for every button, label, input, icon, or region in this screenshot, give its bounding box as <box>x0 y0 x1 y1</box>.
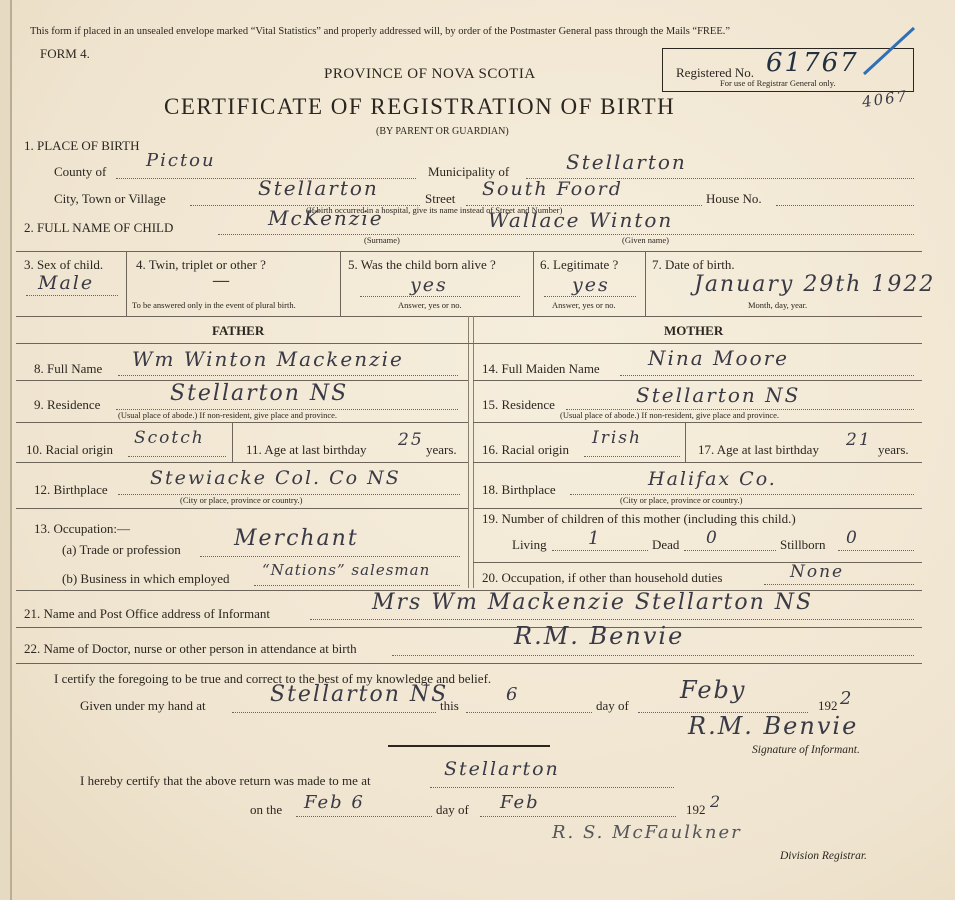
col-rule-1 <box>126 251 127 316</box>
mother-age-label: 17. Age at last birthday <box>698 442 819 457</box>
municipality-label: Municipality of <box>428 164 510 179</box>
registrar-year-suffix: 2 <box>710 792 723 811</box>
dead-label: Dead <box>652 537 680 552</box>
col-rule-2 <box>340 251 341 316</box>
city-value: Stellarton <box>258 176 379 200</box>
stillborn-value: 0 <box>846 528 859 548</box>
certificate-subtitle: (BY PARENT OR GUARDIAN) <box>376 126 509 137</box>
legitimate-value: yes <box>572 274 610 296</box>
certify-this-label: this <box>440 698 459 713</box>
stillborn-line <box>838 550 914 551</box>
registrar-month-value: Feb <box>500 792 540 813</box>
registrar-signature-label: Division Registrar. <box>780 850 867 862</box>
mother-racial-label: 16. Racial origin <box>482 442 570 457</box>
alive-value: yes <box>410 274 448 296</box>
mother-heading: MOTHER <box>664 323 724 338</box>
row-rule-top <box>16 251 922 252</box>
row-rule-bottom <box>16 316 922 317</box>
mother-name-value: Nina Moore <box>648 346 790 370</box>
child-name-line <box>218 234 914 235</box>
alive-label: 5. Was the child born alive ? <box>348 257 496 272</box>
col-rule-4 <box>645 251 646 316</box>
mother-racial-line <box>584 456 680 457</box>
page-edge <box>0 0 10 900</box>
twin-note: To be answered only in the event of plural birth. <box>132 300 296 310</box>
registrar-year-prefix: 192 <box>686 802 706 817</box>
child-surname: McKenzie <box>268 206 384 230</box>
mother-occupation-label: 20. Occupation, if other than household duties <box>482 570 723 585</box>
mother-rule-5 <box>473 562 922 563</box>
father-years-label: years. <box>426 442 457 457</box>
informant-signature-label: Signature of Informant. <box>752 744 860 756</box>
father-occupation-label: 13. Occupation:— <box>34 521 131 536</box>
father-heading: FATHER <box>212 323 265 338</box>
living-label: Living <box>512 537 547 552</box>
father-racial-label: 10. Racial origin <box>26 442 114 457</box>
informant-label: 21. Name and Post Office address of Informant <box>24 606 270 621</box>
county-label: County of <box>54 164 107 179</box>
mother-residence-label: 15. Residence <box>482 397 555 412</box>
child-given-name: Wallace Winton <box>488 208 674 232</box>
registrar-on-label: on the <box>250 802 283 817</box>
parents-divider-2 <box>473 316 474 588</box>
doctor-value: R.M. Benvie <box>514 622 685 650</box>
alive-note: Answer, yes or no. <box>398 300 462 310</box>
father-racial-value: Scotch <box>134 428 205 448</box>
father-rule-3 <box>16 462 468 463</box>
father-name-line <box>118 375 458 376</box>
surname-note: (Surname) <box>364 235 400 245</box>
legitimate-line <box>544 296 636 297</box>
mother-birthplace-note: (City or place, province or country.) <box>620 495 743 505</box>
given-under-label: Given under my hand at <box>80 698 206 713</box>
city-label: City, Town or Village <box>54 191 166 206</box>
father-residence-label: 9. Residence <box>34 397 101 412</box>
date-note: Month, day, year. <box>748 300 808 310</box>
legitimate-label: 6. Legitimate ? <box>540 257 619 272</box>
registrar-day-value: Feb 6 <box>304 792 365 813</box>
father-birthplace-note: (City or place, province or country.) <box>180 495 303 505</box>
certify-text: I certify the foregoing to be true and correct to the best of my knowledge and belief. <box>54 671 492 686</box>
doctor-line <box>392 655 914 656</box>
father-business-value: “Nations” salesman <box>262 561 431 579</box>
father-rule-2 <box>16 422 468 423</box>
mother-occupation-line <box>764 584 914 585</box>
sex-value: Male <box>38 272 95 294</box>
father-trade-line <box>200 556 460 557</box>
place-of-birth-heading: 1. PLACE OF BIRTH <box>24 138 140 153</box>
father-rule-4 <box>16 508 468 509</box>
father-business-label: (b) Business in which employed <box>62 571 230 586</box>
hospital-note: (If birth occurred in a hospital, give its name instead of Street and Number) <box>306 205 563 215</box>
certify-day-line <box>466 712 592 713</box>
parents-heading-rule <box>16 343 922 344</box>
doctor-label: 22. Name of Doctor, nurse or other person in attendance at birth <box>24 641 357 656</box>
mother-residence-value: Stellarton NS <box>636 383 801 407</box>
registrar-general-note: For use of Registrar General only. <box>720 78 836 88</box>
living-line <box>552 550 648 551</box>
certificate-title: CERTIFICATE OF REGISTRATION OF BIRTH <box>164 94 676 119</box>
registrar-text: I hereby certify that the above return was made to me at <box>80 773 371 788</box>
street-value: South Foord <box>482 178 623 200</box>
father-name-label: 8. Full Name <box>34 361 103 376</box>
informant-rule-bottom <box>16 627 922 628</box>
col-rule-3 <box>533 251 534 316</box>
children-count-label: 19. Number of children of this mother (including this child.) <box>482 511 796 526</box>
mother-birthplace-value: Halifax Co. <box>648 468 777 490</box>
given-place-line <box>232 712 436 713</box>
municipality-value: Stellarton <box>566 150 687 174</box>
father-name-value: Wm Winton Mackenzie <box>132 347 404 371</box>
father-trade-value: Merchant <box>234 526 359 551</box>
father-birthplace-label: 12. Birthplace <box>34 482 108 497</box>
province-heading: PROVINCE OF NOVA SCOTIA <box>324 66 536 82</box>
father-age-divider <box>232 422 233 462</box>
father-residence-note: (Usual place of abode.) If non-resident, give place and province. <box>118 410 338 420</box>
sex-line <box>26 295 118 296</box>
parents-divider <box>468 316 469 588</box>
mother-occupation-value: None <box>790 562 845 582</box>
house-label: House No. <box>706 191 762 206</box>
dead-value: 0 <box>706 528 719 548</box>
county-value: Pictou <box>146 150 216 171</box>
mother-residence-note: (Usual place of abode.) If non-resident, give place and province. <box>560 410 780 420</box>
father-age-value: 25 <box>398 430 424 450</box>
mother-rule-4 <box>473 508 922 509</box>
registrar-place-value: Stellarton <box>444 758 560 780</box>
father-business-line <box>254 585 460 586</box>
informant-value: Mrs Wm Mackenzie Stellarton NS <box>372 590 814 615</box>
registrar-day-line <box>296 816 432 817</box>
stillborn-label: Stillborn <box>780 537 826 552</box>
certify-day-value: 6 <box>506 684 520 705</box>
registered-label: Registered No. <box>676 65 754 80</box>
alive-line <box>360 296 520 297</box>
registered-number: 61767 <box>766 48 859 78</box>
mother-racial-value: Irish <box>592 428 642 448</box>
separator-rule <box>388 745 550 747</box>
house-line <box>776 205 914 206</box>
dead-line <box>684 550 776 551</box>
registrar-place-line <box>430 787 674 788</box>
form-number: FORM 4. <box>40 46 90 61</box>
blue-tick-mark <box>860 22 920 80</box>
informant-line <box>310 619 914 620</box>
mother-name-line <box>620 375 914 376</box>
twin-value: — <box>212 270 232 291</box>
certify-year-suffix: 2 <box>840 688 854 709</box>
mother-years-label: years. <box>878 442 909 457</box>
mother-rule-3 <box>473 462 922 463</box>
mother-rule-1 <box>473 380 922 381</box>
mother-name-label: 14. Full Maiden Name <box>482 361 600 376</box>
street-label: Street <box>425 191 456 206</box>
mother-age-divider <box>685 422 686 462</box>
mother-age-value: 21 <box>846 430 872 450</box>
mother-birthplace-label: 18. Birthplace <box>482 482 556 497</box>
registrar-month-line <box>480 816 676 817</box>
father-trade-label: (a) Trade or profession <box>62 542 181 557</box>
father-birthplace-value: Stewiacke Col. Co NS <box>150 467 401 489</box>
mother-rule-2 <box>473 422 922 423</box>
legitimate-note: Answer, yes or no. <box>552 300 616 310</box>
informant-signature: R.M. Benvie <box>688 712 859 740</box>
living-value: 1 <box>588 528 602 549</box>
sex-label: 3. Sex of child. <box>24 257 104 272</box>
doctor-rule-bottom <box>16 663 922 664</box>
date-label: 7. Date of birth. <box>652 257 735 272</box>
father-racial-line <box>128 456 226 457</box>
certify-year-prefix: 192 <box>818 698 838 713</box>
certify-month-value: Feby <box>680 676 747 704</box>
date-value: January 29th 1922 <box>694 272 936 297</box>
twin-label: 4. Twin, triplet or other ? <box>136 257 266 272</box>
father-age-label: 11. Age at last birthday <box>246 442 367 457</box>
child-name-label: 2. FULL NAME OF CHILD <box>24 220 174 235</box>
postal-notice: This form if placed in an unsealed envelope marked “Vital Statistics” and properly addressed will, by order of the Postmaster General pass through the Mails “FREE.” <box>30 26 731 37</box>
given-name-note: (Given name) <box>622 235 669 245</box>
page-edge-line <box>10 0 12 900</box>
registrar-day-of-label: day of <box>436 802 469 817</box>
stamp-number: 4067 <box>860 86 910 112</box>
father-residence-value: Stellarton NS <box>170 381 349 406</box>
certify-day-of-label: day of <box>596 698 629 713</box>
given-place-value: Stellarton NS <box>270 682 449 707</box>
registrar-signature: R. S. McFaulkner <box>552 822 742 843</box>
